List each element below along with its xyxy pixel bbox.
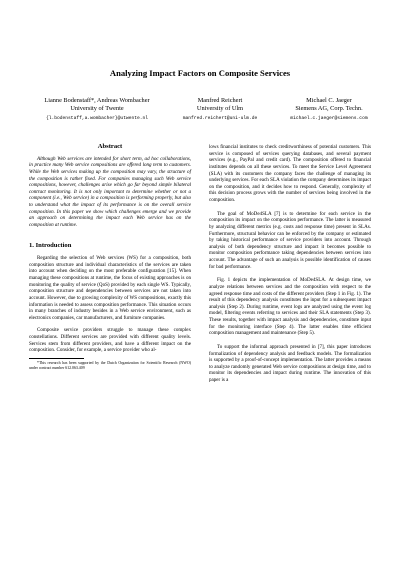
abstract-body xyxy=(29,156,191,229)
footnote-divider xyxy=(29,358,84,359)
author-affiliation: University of Ulm xyxy=(196,105,244,112)
footnote: *This research has been supported by the Dutch Organization for Scientific Research (NWO) under contract number 612.063.409 xyxy=(29,360,191,370)
author-email[interactable]: michael.c.jaeger@siemens.com xyxy=(290,116,368,121)
paper-title: Analyzing Impact Factors on Composite Services xyxy=(109,68,291,78)
author-email[interactable]: {l.bodenstaff,a.wombacher}@utwente.nl xyxy=(46,116,148,121)
body-paragraph: The goal of MoDe4SLA [7] is to determine for each service in the composition its impact on the composition performance. The latter is measured by analyzing different metrics (e.g. costs and response time) present in SLAs. Furthermore, structural behavior can be enforced by the company or estimated by taking historical performance of service providers into account. Through analysis of both dependency structure and impact it becomes possible to monitor composition performance taking dependencies between services into account. The advantage of such an analysis is possible identification of causes for bad performance. xyxy=(209,210,371,270)
author-names: Manfred Reichert xyxy=(197,97,243,104)
author-names: Lianne Bodenstaff*, Andreas Wombacher xyxy=(44,97,150,104)
author-group-ulm xyxy=(172,97,268,121)
author-affiliation: Siemens AG, Corp. Techn. xyxy=(295,105,363,112)
intro-paragraph: Regarding the selection of Web services (WS) for a composition, both composition structure and individual characteristics of the services are taken into account when deciding on the most preferable configuration [15]. When managing these compositions at runtime, the focus of existing approaches is on monitoring the quality of service (QoS) provided by each single WS. Typically, composition structure and dependencies between services are not taken into account. However, due to growing complexity of WS compositions, exactly this information is needed to assess composition performance. This situation occurs in many branches of industry besides in a Web service environment, such as electronics companies, car manufacturers, and furniture companies. xyxy=(29,255,191,321)
body-paragraph: Fig. 1 depicts the implementation of MoDe4SLA. At design time, we analyze relations between services and the composition with respect to the agreed response time and costs of the different providers (Step 1 in Fig. 1). The result of this dependency analysis constitutes the input for a subsequent impact analysis (Step 2). During runtime, event logs are analyzed using the event log model, filtering events referring to services and their SLA statements (Step 3). These results, together with impact analysis and dependencies, constitute input for the monitoring interface (Step 4). The latter enables time efficient composition management and maintenance (Step 5). xyxy=(209,277,371,337)
body-paragraph: lows financial institutes to check creditworthiness of potential customers. This service is composed of services querying databases, and several payment services (e.g., PayPal and credit card). The composition offered to financial institutes depends on all these services. To meet the Service Level Agreement (SLA) with its customers the company faces the challenge of managing its underlying services. For each SLA violation the company determines its impact on the composition, and it decides how to respond. Generally, complexity of this decision process grows with the number of services being involved in the composition. xyxy=(209,144,371,203)
right-column xyxy=(209,144,371,384)
author-email[interactable]: manfred.reichert@uni-ulm.de xyxy=(182,116,258,121)
body-paragraph: To support the informal approach presented in [7], this paper introduces formalization of dependency analysis and feedback models. The formalization is supported by a proof-of-concept implementation. The latter provides a means to analyze randomly generated Web service compositions at design time, and to monitor its dependencies and impact during runtime. The innovation of this paper is a xyxy=(209,343,371,383)
abstract-heading: Abstract xyxy=(97,143,123,150)
author-group-twente xyxy=(38,97,156,121)
section-heading-introduction: 1. Introduction xyxy=(29,241,72,249)
left-column xyxy=(29,144,191,370)
intro-paragraph: Composite service providers struggle to manage these complex constellations. Different services are provided with different quality levels. Services stem from different providers, and have a different impact on the composition. Consider, for example, a service provider who al- xyxy=(29,327,191,354)
author-affiliation: University of Twente xyxy=(70,105,124,112)
abstract-text: Although Web services are intended for short term, ad hoc collaborations, in practice many Web service compositions are offered long term to customers. While the Web services making up the composition may vary, the structure of the composition is rather fixed. For companies managing such Web service compositions, however, challenges arise which go far beyond simple bilateral contract monitoring. It is not only important to determine whether or not a component (i.e., Web service) in a composition is performing properly, but also to understand what the impact of its performance is on the overall service composition. In this paper we show which challenges emerge and we provide an approach on determining the impact each Web service has on the composition at runtime. xyxy=(29,155,191,228)
author-group-siemens xyxy=(274,97,384,121)
author-names: Michael C. Jaeger xyxy=(306,97,352,104)
